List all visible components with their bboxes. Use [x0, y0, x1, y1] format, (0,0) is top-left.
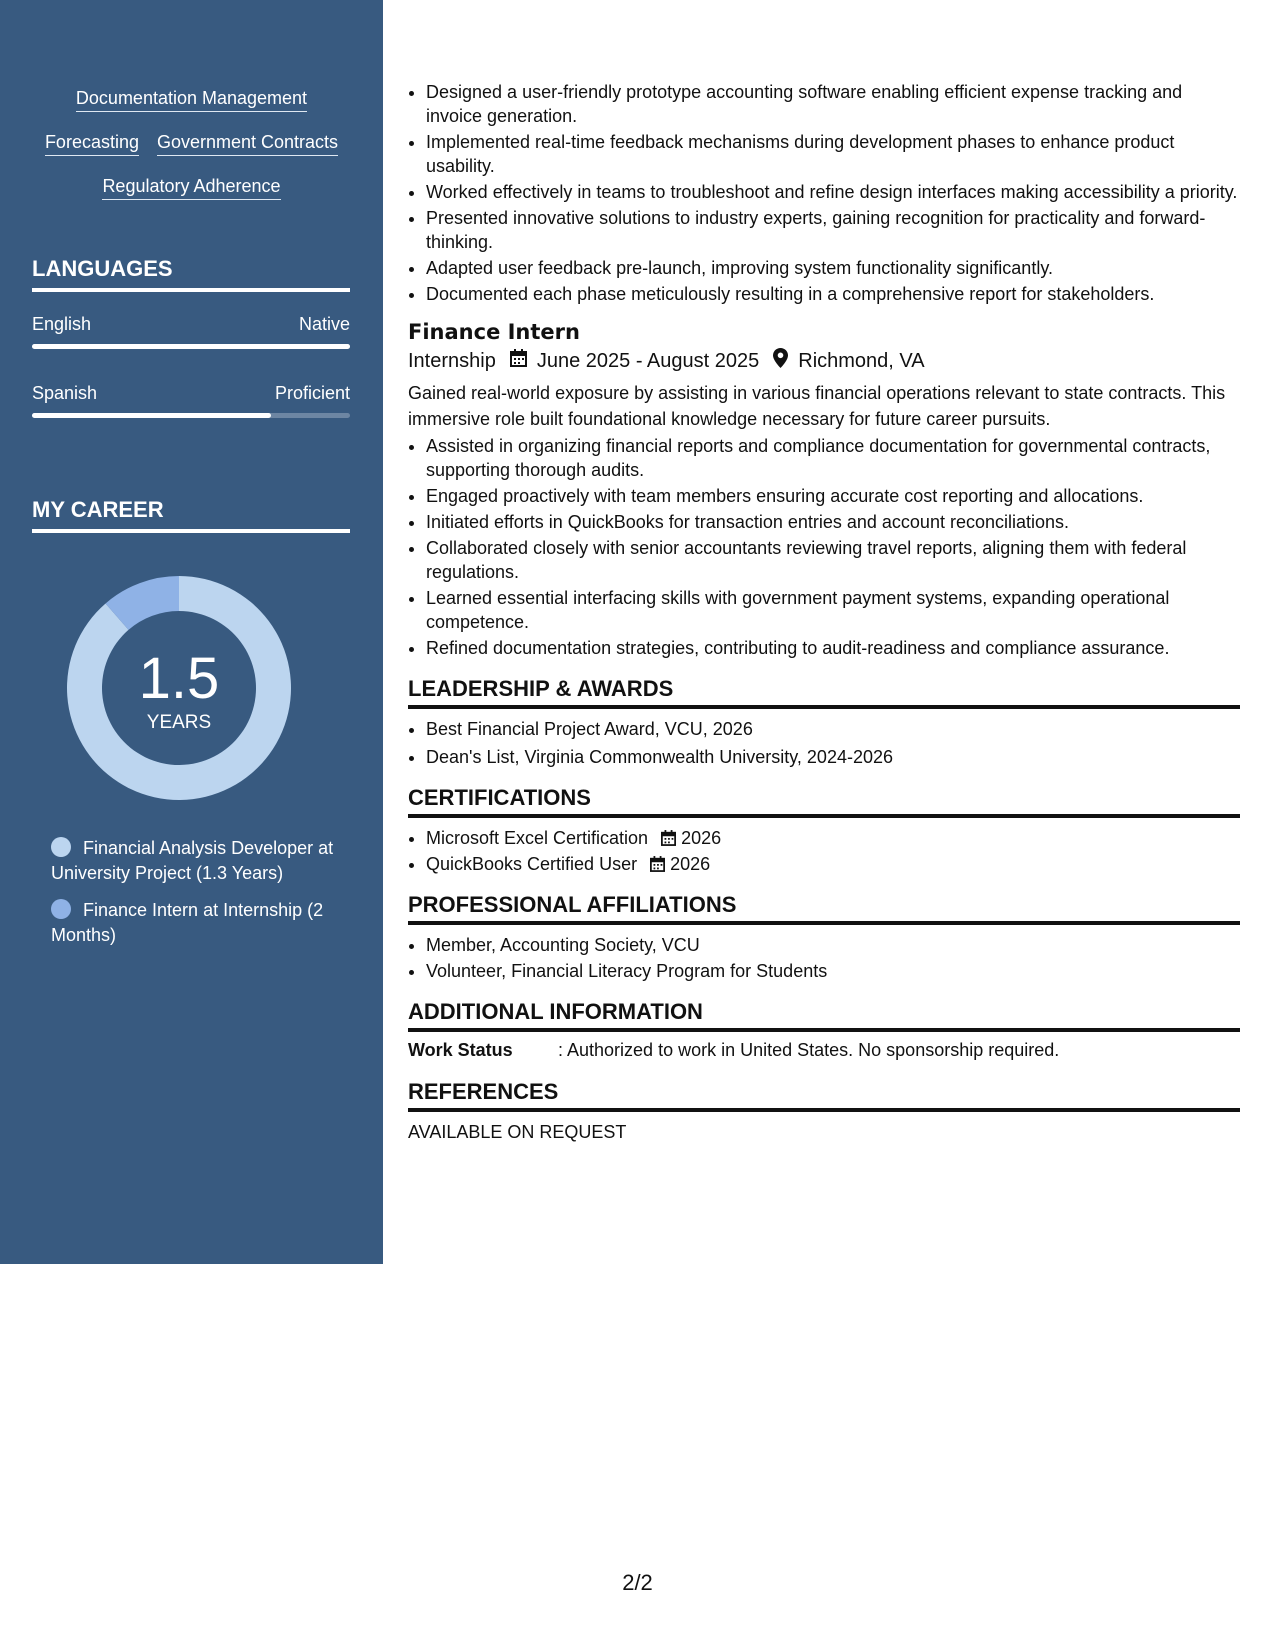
- skill-tag: Forecasting: [45, 132, 139, 156]
- language-name: Spanish: [32, 383, 98, 403]
- work-status-value: : Authorized to work in United States. No sponsorship required.: [558, 1040, 1060, 1060]
- affiliations-list: [408, 933, 1240, 983]
- language-level: Native: [298, 314, 350, 334]
- job-company: Internship: [408, 349, 496, 372]
- cert-name: Microsoft Excel Certification: [426, 828, 649, 848]
- cert-year: 2026: [681, 828, 722, 848]
- list-item: • Dean's List, Virginia Commonwealth University, 2024-2026: [426, 745, 1240, 769]
- job-meta: [408, 348, 1240, 374]
- career-total-value: 1.5: [138, 646, 220, 711]
- list-item: • Member, Accounting Society, VCU: [426, 933, 1240, 957]
- work-status-label: Work Status: [408, 1040, 513, 1060]
- list-item: • Worked effectively in teams to troubleshoot and refine design interfaces making accessibility a priority.: [426, 180, 1240, 204]
- career-heading: MY CAREER: [32, 497, 350, 533]
- list-item: • Collaborated closely with senior accountants reviewing travel reports, aligning them with federal regulations.: [426, 536, 1240, 584]
- career-legend-item: [51, 836, 351, 886]
- language-english: [32, 314, 350, 335]
- language-level: Proficient: [274, 383, 350, 403]
- legend-label: Finance Intern at Internship (2 Months): [51, 900, 324, 945]
- skills-block: [0, 88, 383, 200]
- skill-tag: Government Contracts: [157, 132, 338, 156]
- job-entry: [408, 320, 1240, 660]
- list-item: • Assisted in organizing financial reports and compliance documentation for governmental contracts, supporting thorough audits.: [426, 434, 1240, 482]
- job-title: Finance Intern: [408, 320, 580, 344]
- language-bar: [32, 344, 350, 349]
- location-pin-icon: [773, 348, 788, 374]
- awards-list: [408, 717, 1240, 769]
- list-item: • Best Financial Project Award, VCU, 2026: [426, 717, 1240, 741]
- work-status-row: [408, 1040, 1240, 1061]
- awards-heading: LEADERSHIP & AWARDS: [408, 676, 1240, 709]
- list-item: • Presented innovative solutions to industry experts, gaining recognition for practicality and forward-thinking.: [426, 206, 1240, 254]
- career-total-unit: YEARS: [146, 712, 212, 733]
- languages-heading: LANGUAGES: [32, 256, 350, 292]
- career-donut-chart: [59, 568, 299, 808]
- job-location: Richmond, VA: [798, 349, 925, 372]
- list-item: [426, 852, 1240, 876]
- list-item: [426, 826, 1240, 850]
- legend-dot: [51, 899, 71, 919]
- references-text: AVAILABLE ON REQUEST: [408, 1122, 627, 1142]
- cert-name: QuickBooks Certified User: [426, 854, 638, 874]
- job-dates: June 2025 - August 2025: [536, 349, 760, 372]
- page-number: 2/2: [622, 1570, 653, 1595]
- list-item: • Volunteer, Financial Literacy Program for Students: [426, 959, 1240, 983]
- language-bar-fill: [32, 344, 350, 349]
- project-bullets: [408, 80, 1240, 306]
- list-item: • Implemented real-time feedback mechanisms during development phases to enhance product usability.: [426, 130, 1240, 178]
- career-legend-item: [51, 898, 351, 948]
- list-item: • Initiated efforts in QuickBooks for transaction entries and account reconciliations.: [426, 510, 1240, 534]
- job-bullets: [408, 434, 1240, 660]
- list-item: • Documented each phase meticulously resulting in a comprehensive report for stakeholders.: [426, 282, 1240, 306]
- list-item: • Refined documentation strategies, contributing to audit-readiness and compliance assurance.: [426, 636, 1240, 660]
- skill-tag: Documentation Management: [76, 88, 307, 112]
- additional-info-heading: ADDITIONAL INFORMATION: [408, 999, 1240, 1032]
- skill-tag: Regulatory Adherence: [102, 176, 280, 200]
- calendar-icon: [510, 349, 527, 373]
- job-summary: Gained real-world exposure by assisting in various financial operations relevant to state contracts. This immersive role built foundational knowledge necessary for future career pursuits.: [408, 383, 1226, 429]
- calendar-icon: [661, 828, 676, 848]
- list-item: • Adapted user feedback pre-launch, improving system functionality significantly.: [426, 256, 1240, 280]
- sidebar: [0, 0, 383, 1264]
- legend-label: Financial Analysis Developer at University Project (1.3 Years): [51, 838, 334, 883]
- main-content: [408, 0, 1240, 1143]
- language-bar: [32, 413, 350, 418]
- list-item: • Learned essential interfacing skills with government payment systems, expanding operational competence.: [426, 586, 1240, 634]
- references-heading: REFERENCES: [408, 1079, 1240, 1112]
- certifications-list: [408, 826, 1240, 876]
- calendar-icon: [650, 854, 665, 874]
- cert-year: 2026: [670, 854, 711, 874]
- certifications-heading: CERTIFICATIONS: [408, 785, 1240, 818]
- list-item: • Designed a user-friendly prototype accounting software enabling efficient expense tracking and invoice generation.: [426, 80, 1240, 128]
- list-item: • Engaged proactively with team members ensuring accurate cost reporting and allocations.: [426, 484, 1240, 508]
- language-name: English: [32, 314, 92, 334]
- language-spanish: [32, 383, 350, 404]
- legend-dot: [51, 837, 71, 857]
- language-bar-fill: [32, 413, 271, 418]
- affiliations-heading: PROFESSIONAL AFFILIATIONS: [408, 892, 1240, 925]
